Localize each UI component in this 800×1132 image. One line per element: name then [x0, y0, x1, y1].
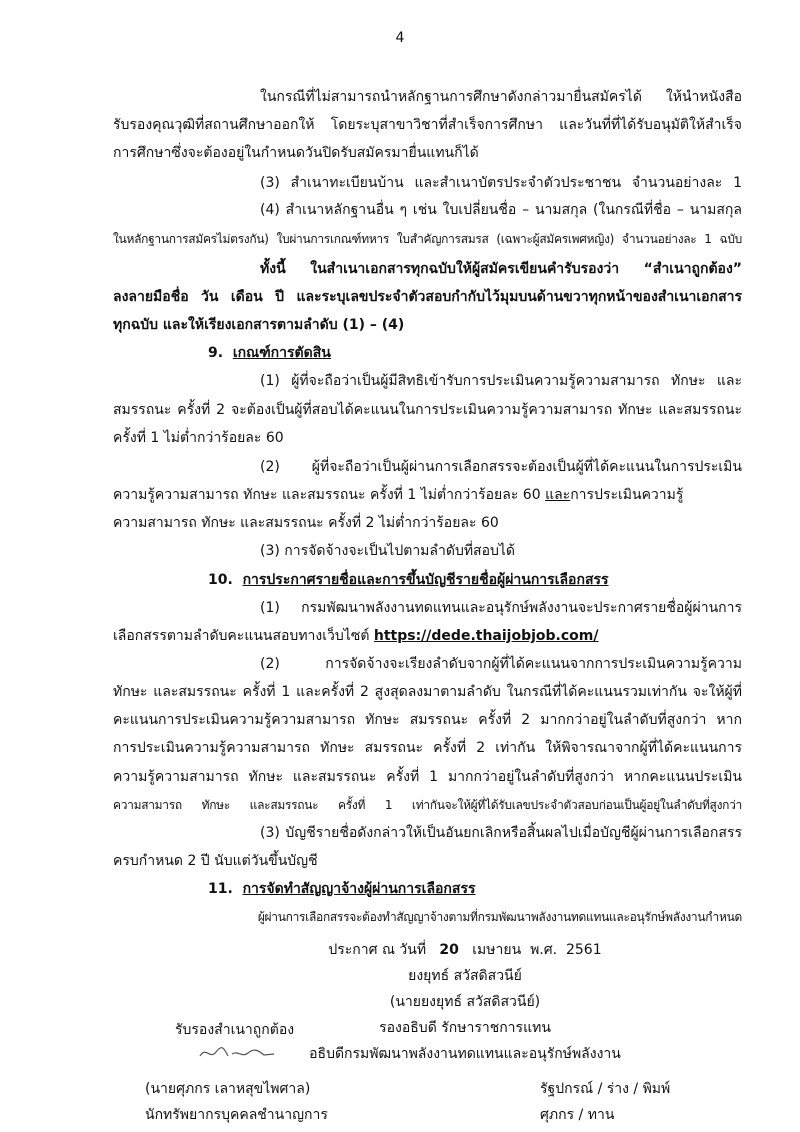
date-month: เมษายน	[472, 942, 522, 958]
date-prefix: ประกาศ ณ วันที่	[328, 942, 427, 958]
section-title: การประกาศรายชื่อและการขึ้นบัญชีรายชื่อผู้ผ่านการเลือกสรร	[242, 572, 609, 588]
paragraph-line: ความสามารถ ทักษะ และสมรรถนะ ครั้งที่ 1 เท่ากันจะให้ผู้ที่ได้รับเลขประจำตัวสอบก่อนเป็นผู้อยู่ในลำดับที่สูงกว่า	[113, 798, 742, 812]
signer-name: ยงยุทธ์ สวัสดิสวนีย์	[408, 968, 522, 984]
date-year: 2561	[565, 942, 602, 958]
paragraph-line: ครั้งที่ 1 ไม่ต่ำกว่าร้อยละ 60	[113, 430, 284, 446]
handwritten-signature	[198, 1042, 278, 1064]
page-number: 4	[395, 30, 405, 46]
paragraph-line	[113, 483, 742, 507]
list-item: (1) กรมพัฒนาพลังงานทดแทนและอนุรักษ์พลังงานจะประกาศรายชื่อผู้ผ่านการ	[260, 600, 742, 616]
paragraph-line: การศึกษาซึ่งจะต้องอยู่ในกำหนดวันปิดรับสมัครมายื่นแทนก็ได้	[113, 145, 479, 161]
paragraph-line: รับรองคุณวุฒิที่สถานศึกษาออกให้ โดยระบุสาขาวิชาที่สำเร็จการศึกษา และวันที่ที่ได้รับอนุมัติให้สำเร็จ	[113, 117, 742, 133]
signer-full-name: (นายยงยุทธ์ สวัสดิสวนีย์)	[389, 994, 541, 1010]
signer-position-2: อธิบดีกรมพัฒนาพลังงานทดแทนและอนุรักษ์พลังงาน	[309, 1046, 621, 1062]
list-item: (2) ผู้ที่จะถือว่าเป็นผู้ผ่านการเลือกสรรจะต้องเป็นผู้ที่ได้คะแนนในการประเมิน	[260, 459, 742, 475]
paragraph-line: ทักษะ และสมรรถนะ ครั้งที่ 1 และครั้งที่ 2 สูงสุดลงมาตามลำดับ ในกรณีที่ได้คะแนนรวมเท่ากัน จะให้ผู้ที่	[113, 684, 742, 700]
list-item: (3) บัญชีรายชื่อดังกล่าวให้เป็นอันยกเลิกหรือสิ้นผลไปเมื่อบัญชีผู้ผ่านการเลือกสรร	[260, 825, 742, 841]
section-9-heading	[208, 341, 800, 365]
list-item: (1) ผู้ที่จะถือว่าเป็นผู้มีสิทธิเข้ารับการประเมินความรู้ความสามารถ ทักษะ และ	[260, 373, 742, 389]
list-item: (3) สำเนาทะเบียนบ้าน และสำเนาบัตรประจำตัวประชาชน จำนวนอย่างละ 1	[260, 175, 742, 191]
section-10-heading	[208, 568, 800, 592]
certifier-name: (นายศุภกร เลาหสุขไพศาล)	[145, 1081, 311, 1097]
signer-position: รองอธิบดี รักษาราชการแทน	[379, 1020, 551, 1036]
list-item: (4) สำเนาหลักฐานอื่น ๆ เช่น ใบเปลี่ยนชื่อ – นามสกุล (ในกรณีที่ชื่อ – นามสกุล	[260, 202, 742, 218]
list-item: (3) การจัดจ้างจะเป็นไปตามลำดับที่สอบได้	[260, 543, 516, 559]
certifier-position: นักทรัพยากรบุคคลชำนาญการ	[145, 1107, 328, 1123]
text: การประเมินความรู้	[570, 487, 684, 503]
section-number: 10.	[208, 572, 233, 588]
paragraph-line: ความรู้ความสามารถ ทักษะ และสมรรถนะ ครั้งที่ 1 มากกว่าอยู่ในลำดับที่สูงกว่า หากคะแนนประเมิน	[113, 769, 742, 785]
paragraph-line: ความสามารถ ทักษะ และสมรรถนะ ครั้งที่ 2 ไม่ต่ำกว่าร้อยละ 60	[113, 515, 499, 531]
paragraph-line	[113, 624, 742, 648]
paragraph-line: ครบกำหนด 2 ปี นับแต่วันขึ้นบัญชี	[113, 853, 318, 869]
underlined-and: และ	[545, 487, 571, 503]
website-link[interactable]: https://dede.thaijobjob.com/	[373, 628, 599, 644]
paragraph-line: ทุกฉบับ และให้เรียงเอกสารตามลำดับ (1) – (4)	[113, 317, 405, 333]
announcement-date	[240, 938, 690, 962]
date-era: พ.ศ.	[530, 942, 558, 958]
paragraph-line: ในหลักฐานการสมัครไม่ตรงกัน) ใบผ่านการเกณฑ์ทหาร ใบสำคัญการสมรส (เฉพาะผู้สมัครเพศหญิง) จำนวนอย่างละ 1 ฉบับ	[113, 232, 742, 246]
paragraph-line: สมรรถนะ ครั้งที่ 2 จะต้องเป็นผู้ที่สอบได้คะแนนในการประเมินความรู้ความสามารถ ทักษะ และสมรรถนะ	[113, 402, 742, 418]
section-number: 11.	[208, 881, 233, 897]
list-item: (2) การจัดจ้างจะเรียงลำดับจากผู้ที่ได้คะแนนจากการประเมินความรู้ความ	[260, 656, 742, 672]
paragraph-line: ทั้งนี้ ในสำเนาเอกสารทุกฉบับให้ผู้สมัครเขียนคำรับรองว่า “สำเนาถูกต้อง”	[260, 261, 742, 277]
section-number: 9.	[208, 345, 224, 361]
certification-label: รับรองสำเนาถูกต้อง	[175, 1022, 295, 1038]
text: เลือกสรรตามลำดับคะแนนสอบทางเว็บไซต์	[113, 628, 374, 644]
section-title: เกณฑ์การตัดสิน	[232, 345, 331, 361]
review-note: ศุภกร / ทาน	[540, 1107, 615, 1123]
paragraph-line: การประเมินความรู้ความสามารถ ทักษะ สมรรถนะ ครั้งที่ 2 เท่ากัน ให้พิจารณาจากผู้ที่ได้คะแนนการ	[113, 740, 742, 756]
drafting-note: รัฐปกรณ์ / ร่าง / พิมพ์	[540, 1081, 671, 1097]
paragraph-line: ผู้ผ่านการเลือกสรรจะต้องทำสัญญาจ้างตามที่กรมพัฒนาพลังงานทดแทนและอนุรักษ์พลังงานกำหนด	[257, 910, 742, 924]
paragraph-line: คะแนนการประเมินความรู้ความสามารถ ทักษะ สมรรถนะ ครั้งที่ 2 มากกว่าอยู่ในลำดับที่สูงกว่า หาก	[113, 712, 742, 728]
paragraph-line: ในกรณีที่ไม่สามารถนำหลักฐานการศึกษาดังกล่าวมายื่นสมัครได้ ให้นำหนังสือ	[260, 89, 742, 105]
section-title: การจัดทำสัญญาจ้างผู้ผ่านการเลือกสรร	[242, 881, 476, 897]
section-11-heading	[208, 877, 800, 901]
paragraph-line: ลงลายมือชื่อ วัน เดือน ปี และระบุเลขประจำตัวสอบกำกับไว้มุมบนด้านขวาทุกหน้าของสำเนาเอกสาร	[113, 289, 742, 305]
date-day: 20	[439, 942, 459, 958]
text: ความรู้ความสามารถ ทักษะ และสมรรถนะ ครั้งที่ 1 ไม่ต่ำกว่าร้อยละ 60	[113, 487, 546, 503]
